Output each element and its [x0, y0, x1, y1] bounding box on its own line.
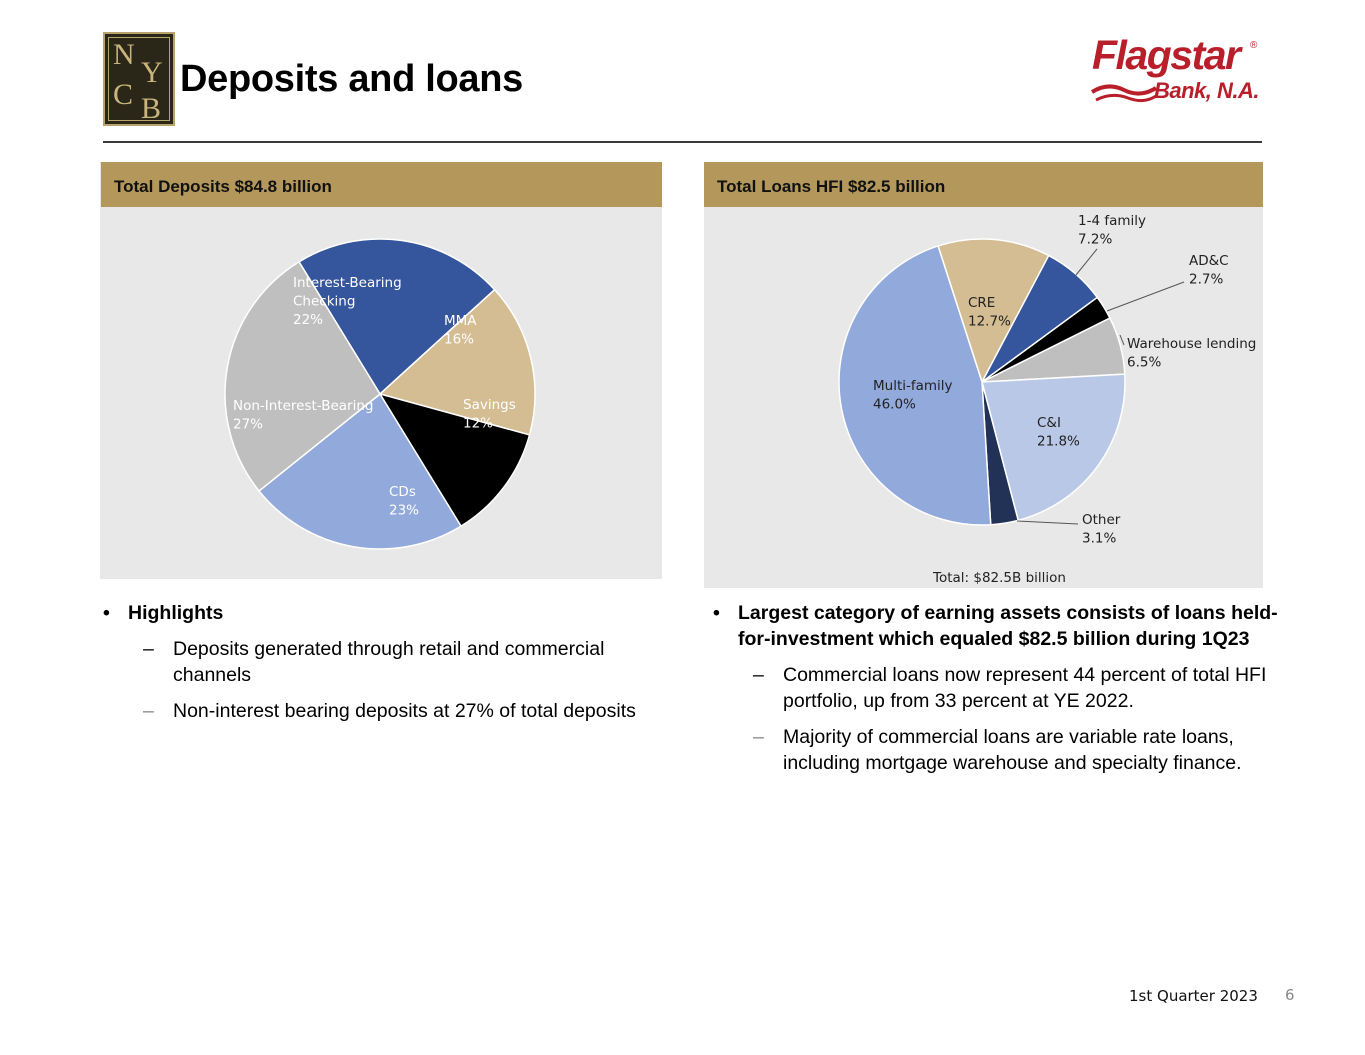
- deposits-data-label-savings: Savings 12%: [463, 397, 516, 432]
- flagstar-logo-registered: ®: [1250, 40, 1258, 51]
- loans-data-label-multi-family: Multi-family 46.0%: [873, 378, 953, 413]
- bullet-highlights: • Highlights: [103, 602, 224, 624]
- loans-leader-line-other: [1017, 521, 1078, 524]
- sub-bullet: – Non-interest bearing deposits at 27% of total deposits: [143, 700, 636, 722]
- sub-bullet-text: Commercial loans now represent 44 percent of total HFI portfolio, up from 33 percent at YE 2022.: [783, 664, 1267, 712]
- deposits-data-label-interest-bearing-checking: Interest-Bearing Checking 22%: [293, 275, 402, 328]
- nycb-logo-letter-c: C: [113, 78, 134, 111]
- deposits-data-label-mma: MMA 16%: [444, 313, 477, 348]
- sub-bullet: – Deposits generated through retail and commercial channels: [143, 638, 605, 686]
- sub-bullet-text: Deposits generated through retail and commercial channels: [173, 638, 605, 686]
- nycb-logo: [103, 32, 175, 126]
- header-divider: [103, 141, 1262, 143]
- sub-bullet: – Commercial loans now represent 44 percent of total HFI portfolio, up from 33 percent at YE 2022.: [753, 664, 1267, 712]
- bullet-largest-category: • Largest category of earning assets consists of loans held-for-investment which equaled $82.5 billion during 1Q23: [713, 602, 1278, 650]
- nycb-logo-letter-y: Y: [141, 56, 163, 89]
- bullet-largest-category-text: Largest category of earning assets consists of loans held-for-investment which equaled $82.5 billion during 1Q23: [738, 602, 1278, 650]
- bullet-highlights-text: Highlights: [128, 602, 224, 624]
- sub-bullet: – Majority of commercial loans are variable rate loans, including mortgage warehouse and specialty finance.: [753, 726, 1242, 774]
- loans-leader-line-warehouse-lending: [1120, 335, 1124, 345]
- loans-panel-header: Total Loans HFI $82.5 billion: [704, 162, 1263, 207]
- loans-pie-chart: [704, 207, 1263, 588]
- deposits-panel-header: Total Deposits $84.8 billion: [101, 162, 662, 207]
- sub-bullet-text: Majority of commercial loans are variable rate loans, including mortgage warehouse and specialty finance.: [783, 726, 1242, 774]
- page-title: Deposits and loans: [180, 58, 524, 100]
- loans-total-label: Total: $82.5B billion: [933, 570, 1066, 586]
- flagstar-logo-wordmark: Flagstar: [1092, 32, 1240, 78]
- deposits-pie-chart: [100, 207, 662, 579]
- deposits-data-label-cds: CDs 23%: [389, 484, 420, 519]
- page-number: 6: [1285, 986, 1295, 1004]
- sub-bullet-text: Non-interest bearing deposits at 27% of total deposits: [173, 700, 636, 722]
- footer-quarter: 1st Quarter 2023: [1129, 987, 1258, 1005]
- deposits-data-label-non-interest-bearing: Non-Interest-Bearing 27%: [233, 398, 374, 433]
- loans-data-label-c-i: C&I 21.8%: [1037, 415, 1080, 450]
- loans-data-label-ad-c: AD&C 2.7%: [1189, 253, 1229, 288]
- flag-wave-icon: [1090, 80, 1160, 106]
- flagstar-logo-subtitle: Bank, N.A.: [1154, 78, 1260, 103]
- loans-leader-line-ad-c: [1107, 282, 1184, 311]
- deposits-highlights: [103, 600, 643, 724]
- loans-highlights: [713, 600, 1278, 776]
- loans-data-label-cre: CRE 12.7%: [968, 295, 1011, 330]
- nycb-logo-letter-b: B: [141, 92, 162, 125]
- loans-data-label-1-4-family: 1-4 family 7.2%: [1078, 213, 1147, 248]
- nycb-logo-letter-n: N: [113, 38, 135, 71]
- loans-leader-line-1-4-family: [1076, 249, 1097, 275]
- loans-data-label-other: Other 3.1%: [1082, 512, 1121, 547]
- flagstar-logo: [1090, 30, 1265, 110]
- loans-data-label-warehouse-lending: Warehouse lending 6.5%: [1127, 336, 1257, 371]
